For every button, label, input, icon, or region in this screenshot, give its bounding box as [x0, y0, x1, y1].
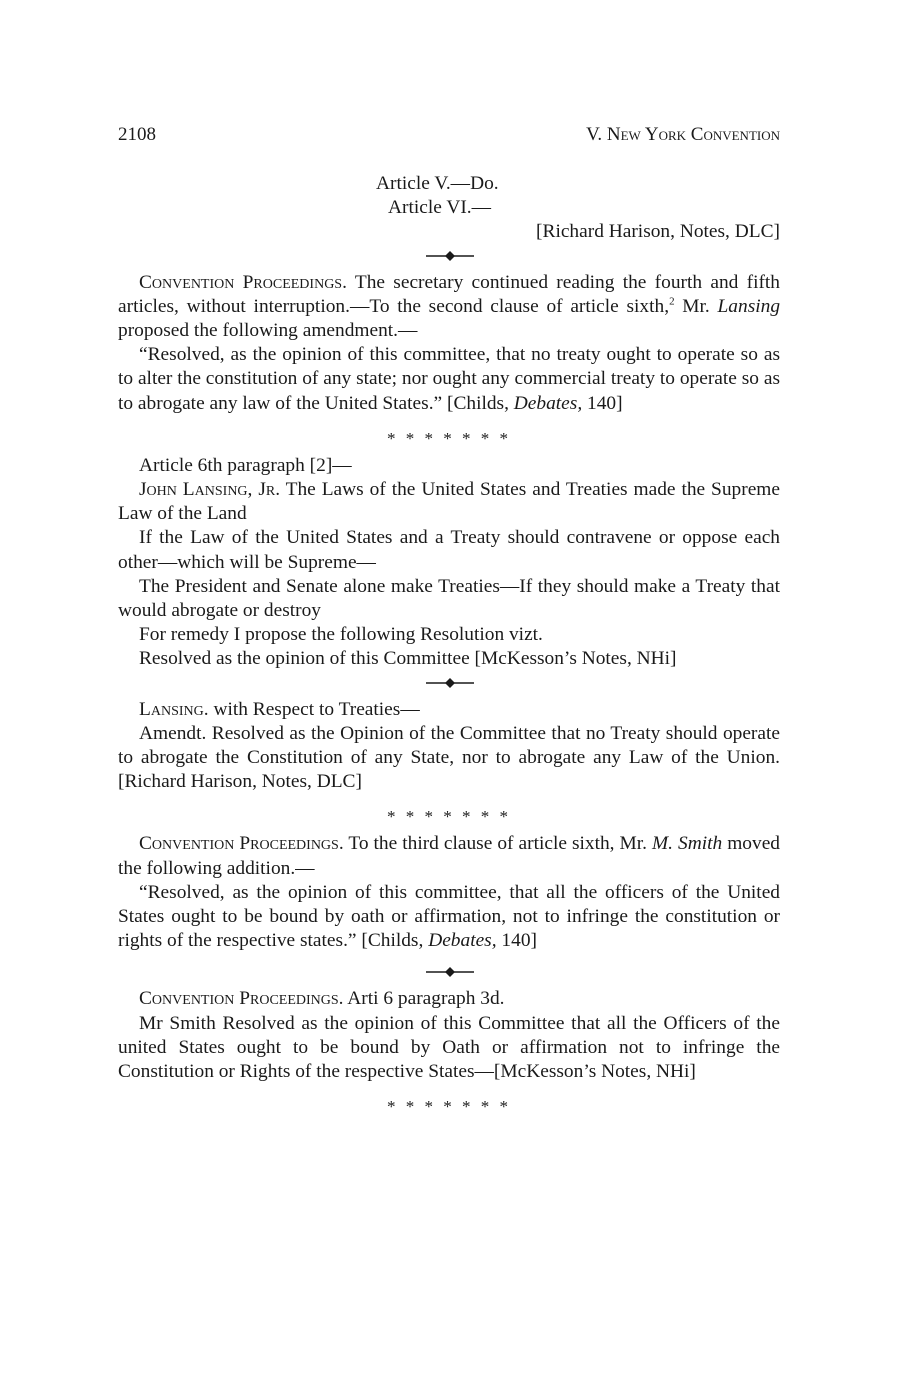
article-line-1: Article V.—Do.: [376, 173, 499, 194]
paragraph: John Lansing, Jr. The Laws of the United States and Treaties made the Supreme Law of the Land: [118, 479, 780, 525]
paragraph: The President and Senate alone make Treaties—If they should make a Treaty that would abrogate or destroy: [118, 575, 780, 622]
source-citation: [Richard Harison, Notes, DLC]: [536, 221, 780, 243]
section-break-stars: * * * * * * *: [387, 1097, 511, 1117]
diamond-rule-icon: [426, 249, 474, 263]
speaker-lead: John Lansing, Jr.: [139, 479, 281, 501]
paragraph: Article 6th paragraph [2]—: [139, 454, 352, 476]
page-number: 2108: [118, 124, 156, 145]
document-page: [118, 122, 780, 1118]
ornament-divider: [118, 249, 780, 263]
speaker-lead: Lansing.: [139, 698, 209, 720]
section-break-stars: * * * * * * *: [387, 428, 511, 448]
ornament-divider: [118, 965, 780, 979]
quoted-resolution-1: “Resolved, as the opinion of this committee, that no treaty ought to operate so as to alter the constitution of any state; nor ought any commercial treaty to operate so as to abrogate any law of the United States.” [Childs, Debates, 140]: [118, 344, 780, 414]
quoted-resolution-2: “Resolved, as the opinion of this committee, that all the officers of the United States ought to be bound by oath or affirmation, not to infringe the constitution or rights of the respective states.” [Childs, Debates, 140]: [118, 881, 780, 952]
speaker-name: Lansing: [717, 295, 781, 317]
article-line-2: Article VI.—: [388, 197, 492, 219]
diamond-rule-icon: [426, 965, 474, 979]
speaker-lead: Convention Proceedings.: [139, 988, 344, 1010]
paragraph: Convention Proceedings. Arti 6 paragraph 3d.: [139, 988, 505, 1010]
section-break-stars: * * * * * * *: [387, 807, 511, 827]
ornament-divider: [118, 676, 780, 690]
paragraph: For remedy I propose the following Resolution vizt.: [139, 624, 543, 646]
diamond-rule-icon: [426, 676, 474, 690]
running-title: V. New York Convention: [586, 124, 780, 145]
running-header: [118, 122, 780, 148]
paragraph: Amendt. Resolved as the Opinion of the Committee that no Treaty should operate to abrogate the Constitution of any State, nor to abrogate any Law of the Union. [Richard Harison, Notes, DLC]: [118, 722, 780, 793]
speaker-lead: Convention Proceedings.: [139, 271, 347, 293]
paragraph-convention-proceedings-2: Convention Proceedings. To the third clause of article sixth, Mr. M. Smith moved the following addition.—: [118, 833, 780, 879]
speaker-name: M. Smith: [652, 833, 723, 855]
paragraph: If the Law of the United States and a Treaty should contravene or oppose each other—which will be Supreme—: [118, 527, 780, 573]
speaker-lead: Convention Proceedings.: [139, 833, 344, 855]
paragraph: Mr Smith Resolved as the opinion of this Committee that all the Officers of the united States ought to be bound by Oath or affirmation not to infringe the Constitution or Rights of the respective States—[McKesson’s Notes, NHi]: [118, 1012, 780, 1083]
paragraph-convention-proceedings-1: Convention Proceedings. The secretary continued reading the fourth and fifth articles, without interruption.—To the second clause of article sixth,$^2$ Mr. Lansing proposed the following amendment.—: [118, 271, 781, 342]
paragraph: Resolved as the opinion of this Committee [McKesson’s Notes, NHi]: [139, 648, 677, 670]
paragraph: Lansing. with Respect to Treaties—: [139, 698, 420, 720]
footnote-marker: 2: [669, 295, 675, 308]
